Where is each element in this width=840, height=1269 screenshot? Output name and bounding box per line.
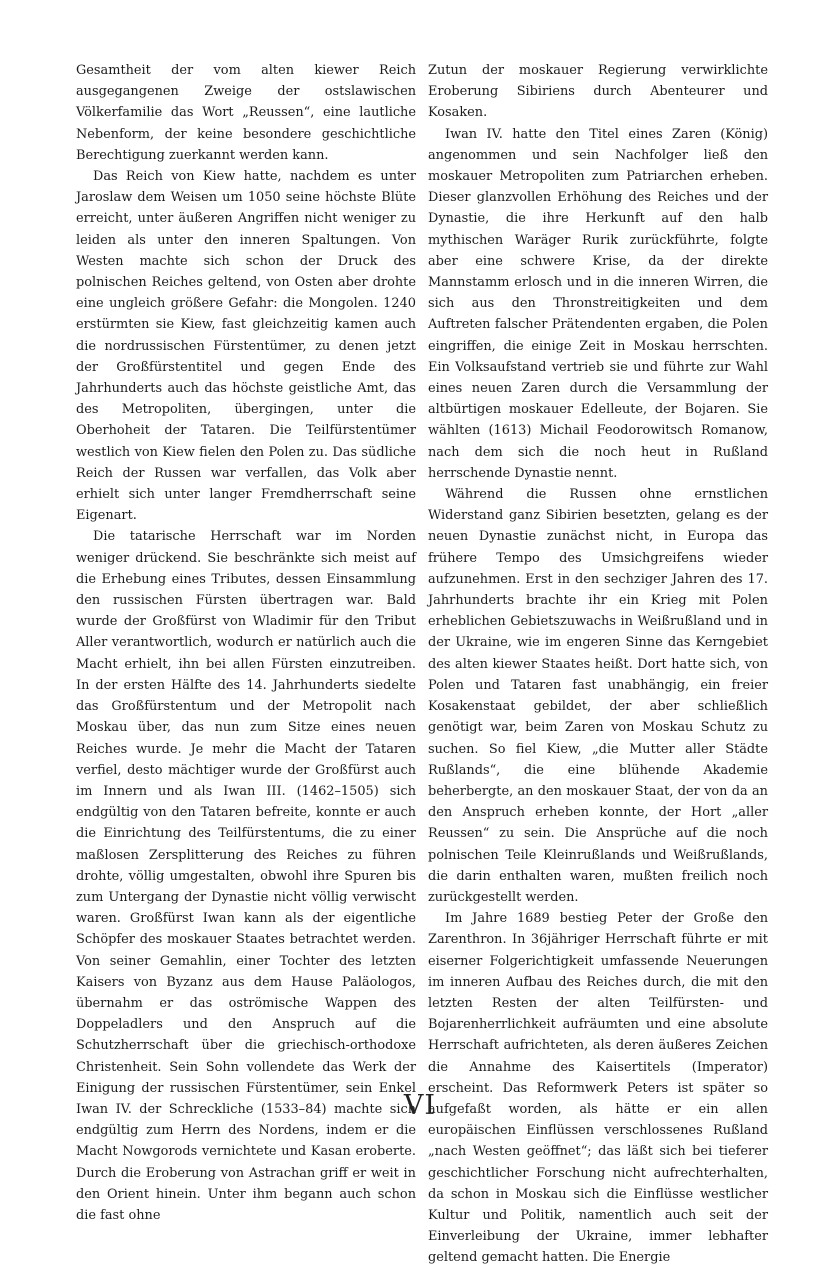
page-number: VI bbox=[403, 1090, 437, 1121]
paragraph: Zutun der moskauer Regierung verwirklichte Eroberung Sibiriens durch Abenteurer und Kosaken. bbox=[428, 63, 768, 121]
right-column bbox=[428, 60, 768, 1269]
paragraph: Gesamtheit der vom alten kiewer Reich ausgegangenen Zweige der ostslawischen Völkerfamilie das Wort „Reussen“, eine lautliche Nebenform, der keine besondere geschichtliche Berechtigung zuerkannt werden kann. bbox=[76, 63, 416, 163]
paragraph: Das Reich von Kiew hatte, nachdem es unter Jaroslaw dem Weisen um 1050 seine höchste Blüte erreicht, unter äußeren Angriffen nicht weniger zu leiden als unter den inneren Spaltungen. Von Westen machte sich schon der Druck des polnischen Reiches geltend, von Osten aber drohte eine ungleich größere Gefahr: die Mongolen. 1240 erstürmten sie Kiew, fast gleichzeitig kamen auch die nordrussischen Fürstentümer, zu denen jetzt der Großfürstentitel und gegen Ende des Jahrhunderts auch das höchste geistliche Amt, das des Metropoliten, übergingen, unter die Oberhoheit der Tataren. Die Teilfürstentümer westlich von Kiew fielen den Polen zu. Das südliche Reich der Russen war verfallen, das Volk aber erhielt sich unter langer Fremdherrschaft seine Eigenart. bbox=[76, 169, 416, 524]
paragraph: Im Jahre 1689 bestieg Peter der Große den Zarenthron. In 36jähriger Herrschaft führte er mit eiserner Folgerichtigkeit umfassende Neuerungen im inneren Aufbau des Reiches durch, die mit den letzten Resten der alten Teilfürsten- und Bojarenherrlichkeit aufräumten und eine absolute Herrschaft aufrichteten, als deren äußeres Zeichen die Annahme des Kaisertitels (Imperator) erscheint. Das Reformwerk Peters ist später so aufgefaßt worden, als hätte er ein allen europäischen Einflüssen verschlossenes Rußland „nach Westen geöffnet“; das läßt sich bei tieferer geschichtlicher Forschung nicht aufrechterhalten, da schon in Moskau sich die Einflüsse westlicher Kultur und Politik, namentlich auch seit der Einverleibung der Ukraine, immer lebhafter geltend gemacht hatten. Die Energie bbox=[428, 911, 768, 1266]
paragraph: Die tatarische Herrschaft war im Norden weniger drückend. Sie beschränkte sich meist auf die Erhebung eines Tributes, dessen Einsammlung den russischen Fürsten übertragen war. Bald wurde der Großfürst von Wladimir für den Tribut Aller verantwortlich, wodurch er natürlich auch die Macht erhielt, ihn bei allen Fürsten einzutreiben. In der ersten Hälfte des 14. Jahrhunderts siedelte das Großfürstentum und der Metropolit nach Moskau über, das nun zum Sitze eines neuen Reiches wurde. Je mehr die Macht der Tataren verfiel, desto mächtiger wurde der Großfürst auch im Innern und als Iwan III. (1462–1505) sich endgültig von den Tataren befreite, konnte er auch die Einrichtung des Teilfürstentums, die zu einer maßlosen Zersplitterung des Reiches zu führen drohte, völlig umgestalten, obwohl ihre Spuren bis zum Untergang der Dynastie nicht völlig verwischt waren. Großfürst Iwan kann als der eigentliche Schöpfer des moskauer Staates betrachtet werden. Von seiner Gemahlin, einer Tochter des letzten Kaisers von Byzanz aus dem Hause Paläologos, übernahm er das oströmische Wappen des Doppeladlers und den Anspruch auf die Schutzherrschaft über die griechisch-orthodoxe Christenheit. Sein Sohn vollendete das Werk der Einigung der russischen Fürstentümer, sein Enkel Iwan IV. der Schreckliche (1533–84) machte sich endgültig zum Herrn des Nordens, indem er die Macht Nowgorods vernichtete und Kasan eroberte. Durch die Eroberung von Astrachan griff er weit in den Orient hinein. Unter ihm begann auch schon die fast ohne bbox=[76, 529, 416, 1223]
paragraph: Während die Russen ohne ernstlichen Widerstand ganz Sibirien besetzten, gelang es der neuen Dynastie zunächst nicht, in Europa das frühere Tempo des Umsichgreifens wieder aufzunehmen. Erst in den sechziger Jahren des 17. Jahrhunderts brachte ihr ein Krieg mit Polen erheblichen Gebietszuwachs in Weißrußland und in der Ukraine, wie im engeren Sinne das Kerngebiet des alten kiewer Staates heißt. Dort hatte sich, von Polen und Tataren fast unabhängig, ein freier Kosakenstaat gebildet, der aber schließlich genötigt war, beim Zaren von Moskau Schutz zu suchen. So fiel Kiew, „die Mutter aller Städte Rußlands“, die eine blühende Akademie beherbergte, an den moskauer Staat, der von da an den Anspruch erheben konnte, der Hort „aller Reussen“ zu sein. Die Ansprüche auf die noch polnischen Teile Kleinrußlands und Weißrußlands, die darin enthalten waren, mußten freilich noch zurückgestellt werden. bbox=[428, 487, 768, 905]
left-column bbox=[76, 60, 416, 1226]
paragraph: Iwan IV. hatte den Titel eines Zaren (König) angenommen und sein Nachfolger ließ den moskauer Metropoliten zum Patriarchen erheben. Dieser glanzvollen Erhöhung des Reiches und der Dynastie, die ihre Herkunft auf den halb mythischen Waräger Rurik zurückführte, folgte aber eine schwere Krise, da der direkte Mannstamm erlosch und in die inneren Wirren, die sich aus den Thronstreitigkeiten und dem Auftreten falscher Prätendenten ergaben, die Polen eingriffen, die einige Zeit in Moskau herrschten. Ein Volksaufstand vertrieb sie und führte zur Wahl eines neuen Zaren durch die Versammlung der altbürtigen moskauer Edelleute, der Bojaren. Sie wählten (1613) Michail Feodorowitsch Romanow, nach dem sich die noch heut in Rußland herrschende Dynastie nennt. bbox=[428, 126, 768, 481]
